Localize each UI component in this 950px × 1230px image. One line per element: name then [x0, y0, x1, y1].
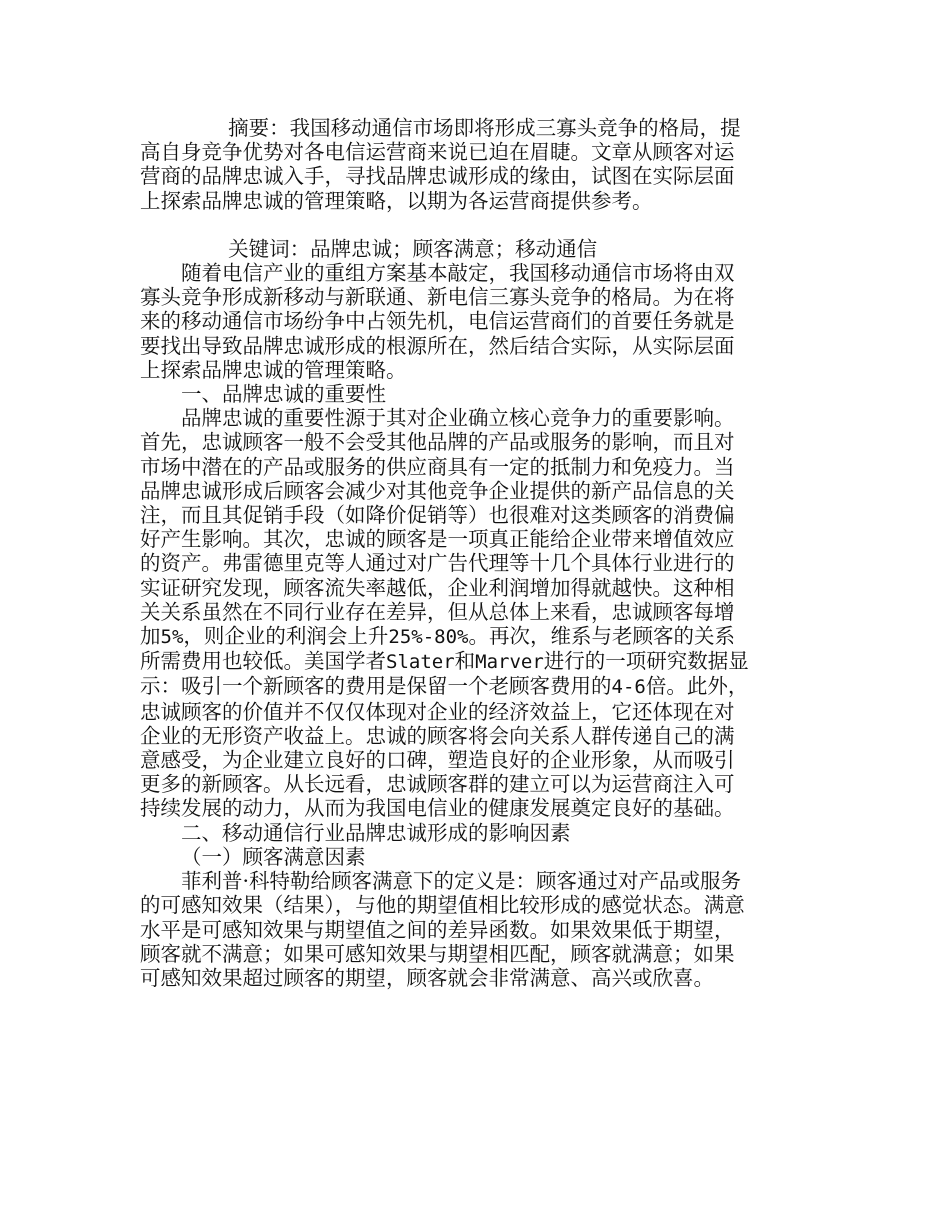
times-range: 4-6: [611, 676, 646, 699]
abstract-paragraph: 摘要：我国移动通信市场即将形成三寡头竞争的格局，提高自身竞争优势对各电信运营商来说已迫在眉睫。文章从顾客对运营商的品牌忠诚入手，寻找品牌忠诚形成的缘由，试图在实际层面上探索品牌忠诚的管理策略，以期为各运营商提供参考。: [140, 116, 741, 213]
section-1-text-part-1: 品牌忠诚的重要性源于其对企业确立核心竞争力的重要影响。首先，忠诚顾客一般不会受其他品牌的产品或服务的影响，而且对市场中潜在的产品或服务的供应商具有一定的抵制力和免疫力。当品牌忠诚形成后顾客会减少对其他竞争企业提供的新产品信息的关注，而且其促销手段（如降价促销等）也很难对这类顾客的消费偏好产生影响。其次，忠诚的顾客是一项真正能给企业带来增值效应的资产。弗雷德里克等人通过对广告代理等十几个具体行业进行的实证研究发现，顾客流失率越低，企业利润增加得就越快。这种相关关系虽然在不同行业存在差异，但从总体上来看，忠诚顾客每增加: [140, 406, 735, 649]
section-2-sub-1-body: 菲利普·科特勒给顾客满意下的定义是：顾客通过对产品或服务的可感知效果（结果），与他的期望值相比较形成的感觉状态。满意水平是可感知效果与期望值之间的差异函数。如果效果低于期望，顾客就不满意；如果可感知效果与期望相匹配，顾客就满意；如果可感知效果超过顾客的期望，顾客就会非常满意、高兴或欣喜。: [140, 869, 745, 990]
section-1-heading: 一、品牌忠诚的重要性: [181, 382, 386, 407]
percent-5: 5%: [160, 626, 184, 649]
document-page: [140, 116, 750, 990]
name-marver: Marver: [475, 651, 544, 674]
percent-range: 25%-80%: [388, 626, 469, 649]
section-1-text-and: 和: [454, 649, 476, 674]
section-1-text-part-4: 进行的一项研究数据显示：吸引一个新顾客的费用是保留一个老顾客费用的: [140, 649, 749, 699]
section-1-text-part-3: 。再次，维系与老顾客的关系所需费用也较低。美国学者: [140, 624, 735, 674]
section-1-text-part-2: ，则企业的利润会上升: [183, 624, 389, 649]
keywords-line: 关键词：品牌忠诚；顾客满意；移动通信: [228, 236, 598, 261]
section-1-text-part-5: 倍。此外，忠诚顾客的价值并不仅仅体现对企业的经济效益上，它还体现在对企业的无形资产收益上。忠诚的顾客将会向关系人群传递自己的满意感受，为企业建立良好的口碑，塑造良好的企业形象，从而吸引更多的新顾客。从长远看，忠诚顾客群的建立可以为运营商注入可持续发展的动力，从而为我国电信业的健康发展奠定良好的基础。: [140, 674, 749, 821]
intro-paragraph: 随着电信产业的重组方案基本敲定，我国移动通信市场将由双寡头竞争形成新移动与新联通、新电信三寡头竞争的格局。为在将来的移动通信市场纷争中占领先机，电信运营商们的首要任务就是要找出导致品牌忠诚形成的根源所在，然后结合实际，从实际层面上探索品牌忠诚的管理策略。: [140, 261, 735, 382]
section-2-heading: 二、移动通信行业品牌忠诚形成的影响因素: [181, 820, 571, 845]
name-slater: Slater: [386, 651, 455, 674]
section-2-subheading-1: （一）顾客满意因素: [181, 844, 366, 869]
section-1-body: [140, 406, 750, 820]
